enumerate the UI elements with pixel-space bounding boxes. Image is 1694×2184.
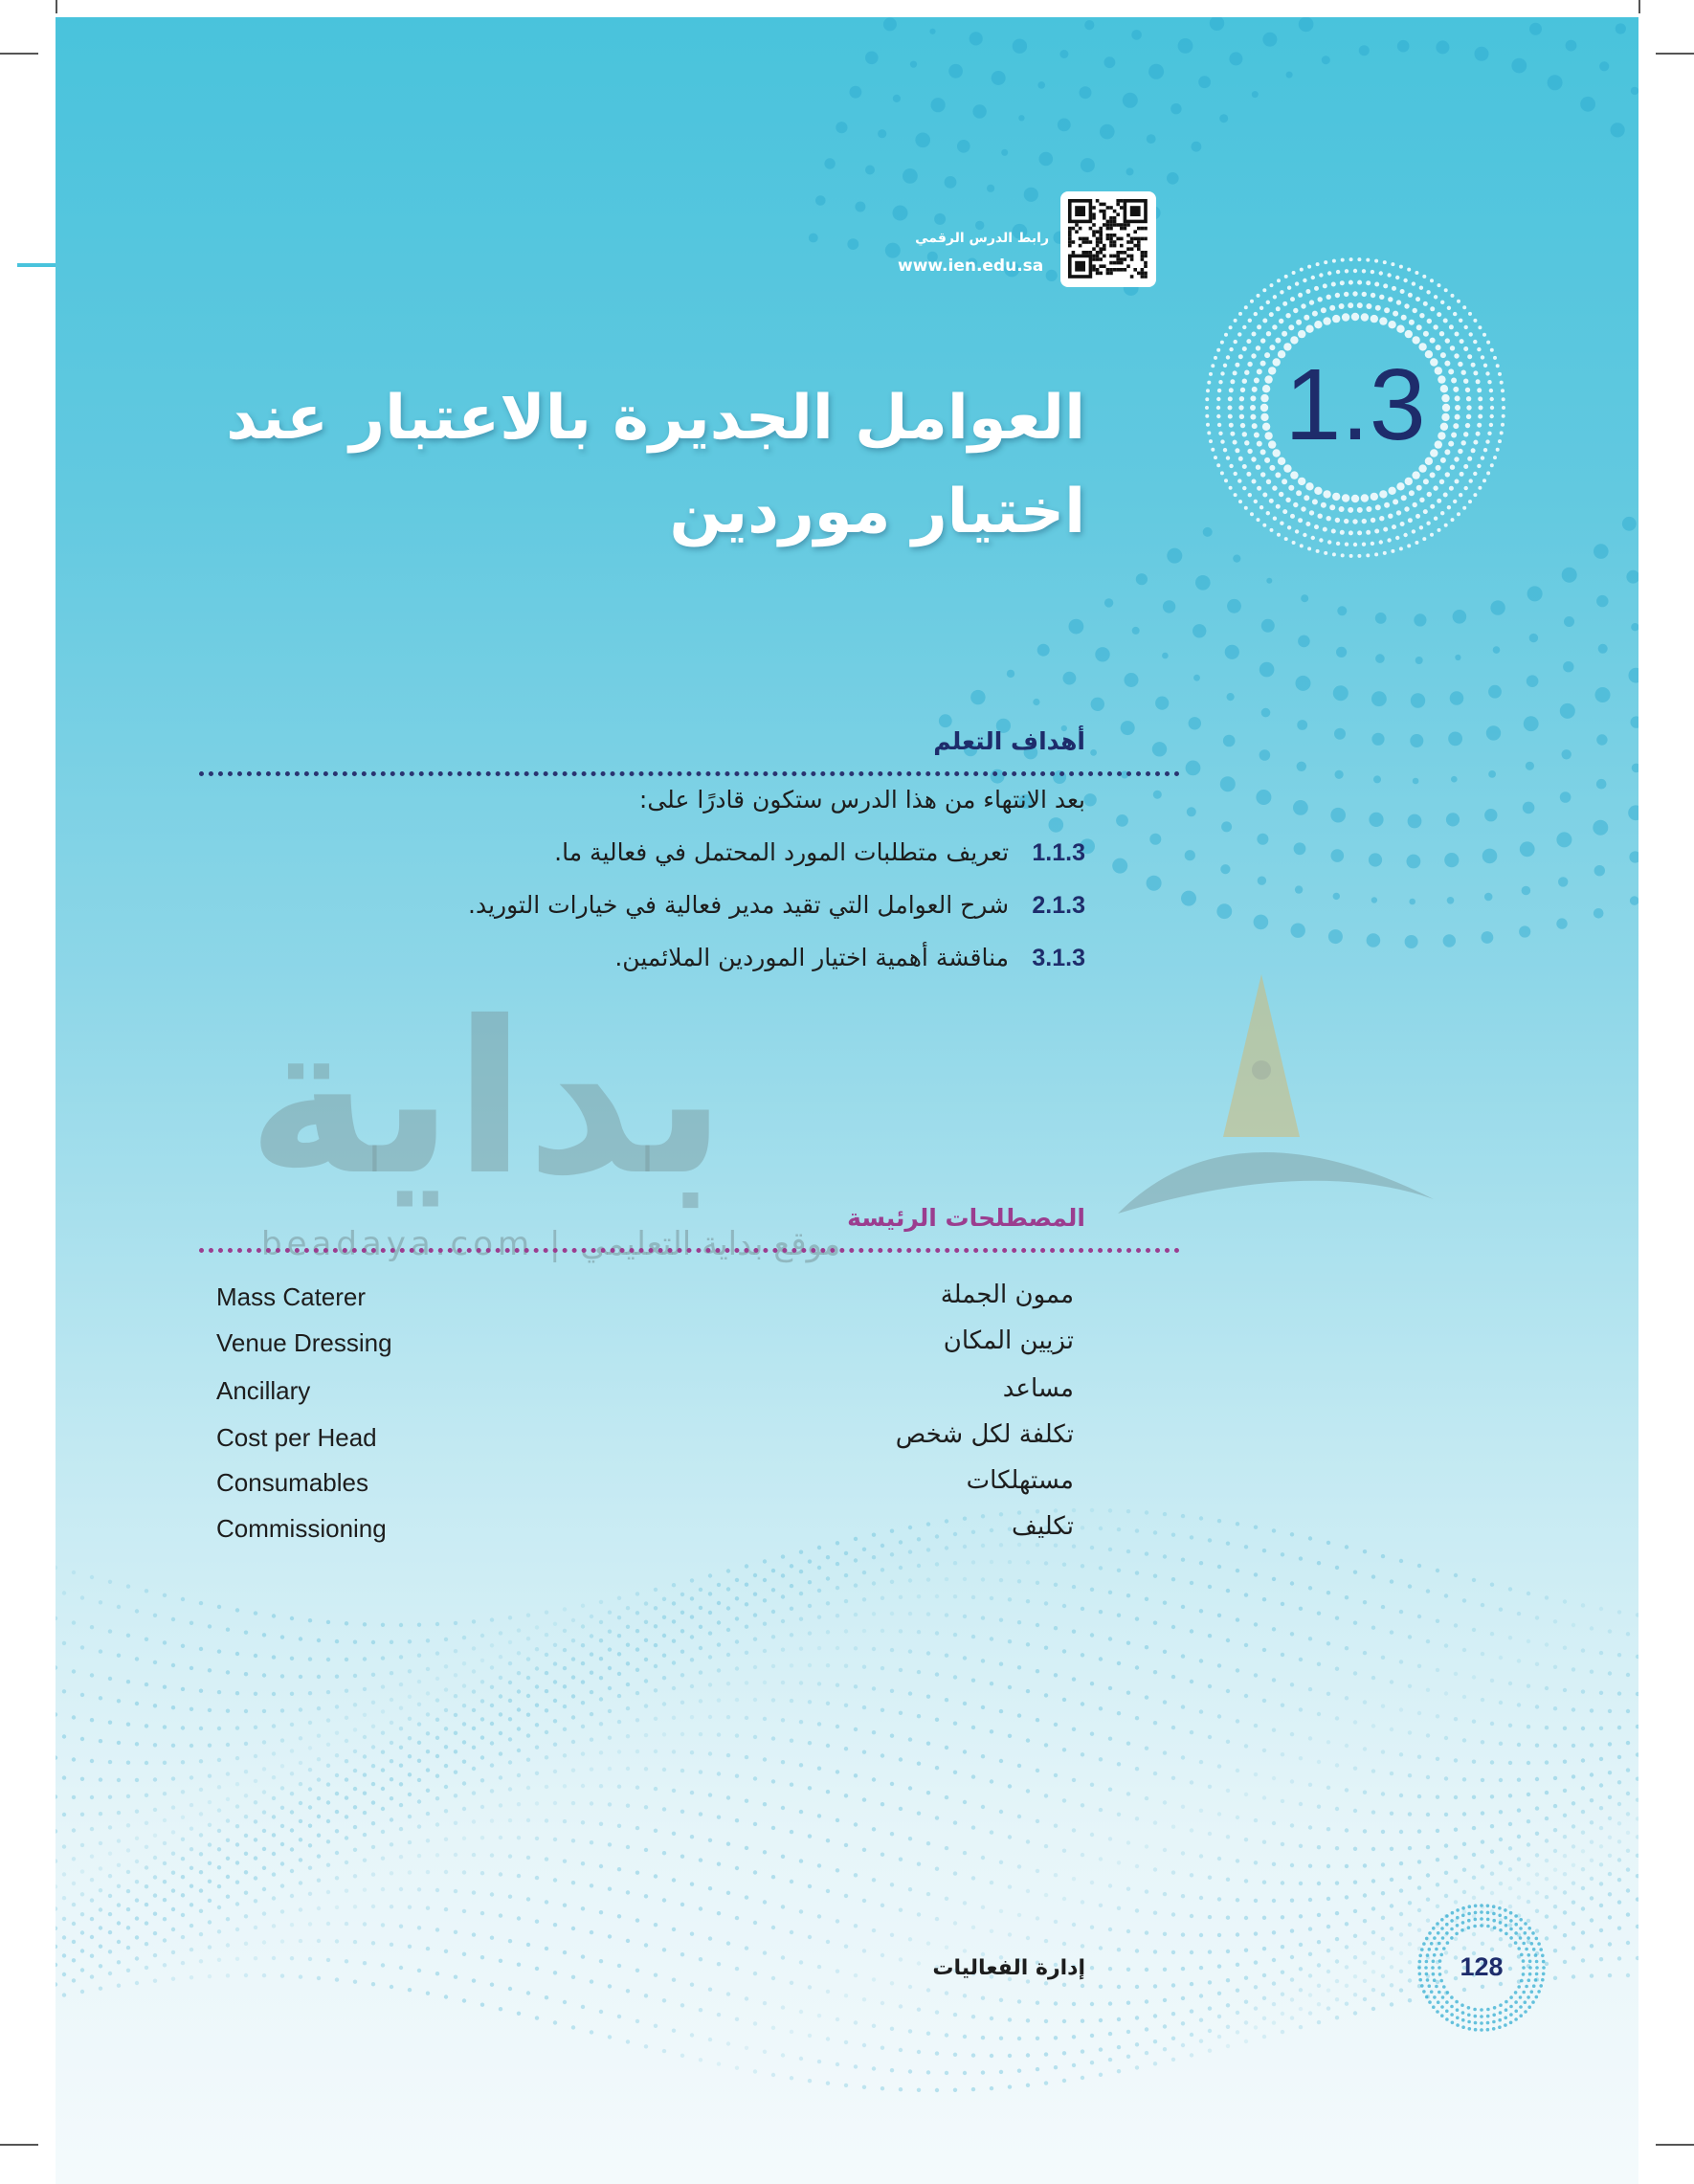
term-arabic: مستهلكات bbox=[966, 1466, 1074, 1495]
footer-book-title: إدارة الفعاليات bbox=[932, 1956, 1085, 1980]
crop-mark bbox=[1656, 2144, 1694, 2146]
qr-url[interactable]: www.ien.edu.sa bbox=[898, 256, 1044, 276]
objective-text: تعريف متطلبات المورد المحتمل في فعالية ما. bbox=[554, 838, 1010, 866]
objectives-intro: بعد الانتهاء من هذا الدرس ستكون قادرًا على: bbox=[638, 786, 1085, 813]
term-arabic: مساعد bbox=[1002, 1374, 1074, 1403]
objective-number: 2.1.3 bbox=[1032, 892, 1085, 919]
objective-number: 1.1.3 bbox=[1032, 839, 1085, 866]
qr-label: رابط الدرس الرقمي bbox=[915, 231, 1049, 246]
objective-text: شرح العوامل التي تقيد مدير فعالية في خيارات التوريد. bbox=[468, 891, 1010, 919]
term-arabic: تزيين المكان bbox=[943, 1326, 1074, 1355]
term-arabic: ممون الجملة bbox=[940, 1281, 1074, 1309]
crop-mark bbox=[0, 53, 38, 55]
objective-number: 3.1.3 bbox=[1032, 945, 1085, 971]
term-english: Commissioning bbox=[216, 1514, 387, 1543]
objective-item bbox=[554, 838, 1085, 867]
lesson-title-line-1: العوامل الجديرة بالاعتبار عند bbox=[226, 383, 1085, 454]
crop-mark bbox=[1656, 53, 1694, 55]
key-terms-heading: المصطلحات الرئيسة bbox=[847, 1204, 1085, 1232]
term-arabic: تكلفة لكل شخص bbox=[895, 1420, 1074, 1449]
lesson-title bbox=[186, 371, 1085, 559]
page bbox=[56, 17, 1638, 2184]
objectives-heading: أهداف التعلم bbox=[933, 727, 1085, 755]
watermark-url: beadaya.com | موقع بداية التعليمي bbox=[261, 1225, 841, 1263]
objectives-divider bbox=[199, 771, 1180, 776]
lesson-title-line-2: اختيار موردين bbox=[669, 477, 1085, 547]
qr-code-box[interactable] bbox=[1060, 191, 1156, 287]
objective-item bbox=[614, 944, 1085, 972]
term-arabic: تكليف bbox=[1012, 1512, 1074, 1541]
crop-mark bbox=[0, 2144, 38, 2146]
page-number: 128 bbox=[1460, 1952, 1504, 1981]
qr-code-icon bbox=[1060, 191, 1156, 287]
term-english: Ancillary bbox=[216, 1376, 311, 1405]
term-english: Cost per Head bbox=[216, 1423, 377, 1452]
key-terms-divider bbox=[199, 1248, 1180, 1253]
objective-text: مناقشة أهمية اختيار الموردين الملائمين. bbox=[614, 944, 1010, 971]
side-tab-marker bbox=[17, 263, 56, 267]
term-english: Consumables bbox=[216, 1468, 368, 1497]
crop-mark bbox=[1638, 0, 1640, 13]
term-english: Mass Caterer bbox=[216, 1282, 367, 1311]
watermark-pen-icon bbox=[1118, 955, 1520, 1242]
term-english: Venue Dressing bbox=[216, 1328, 392, 1357]
crop-mark bbox=[56, 0, 57, 13]
lesson-number: 1.3 bbox=[1284, 348, 1426, 461]
objective-item bbox=[468, 891, 1085, 920]
watermark-logo-text: بداية bbox=[247, 976, 727, 1221]
